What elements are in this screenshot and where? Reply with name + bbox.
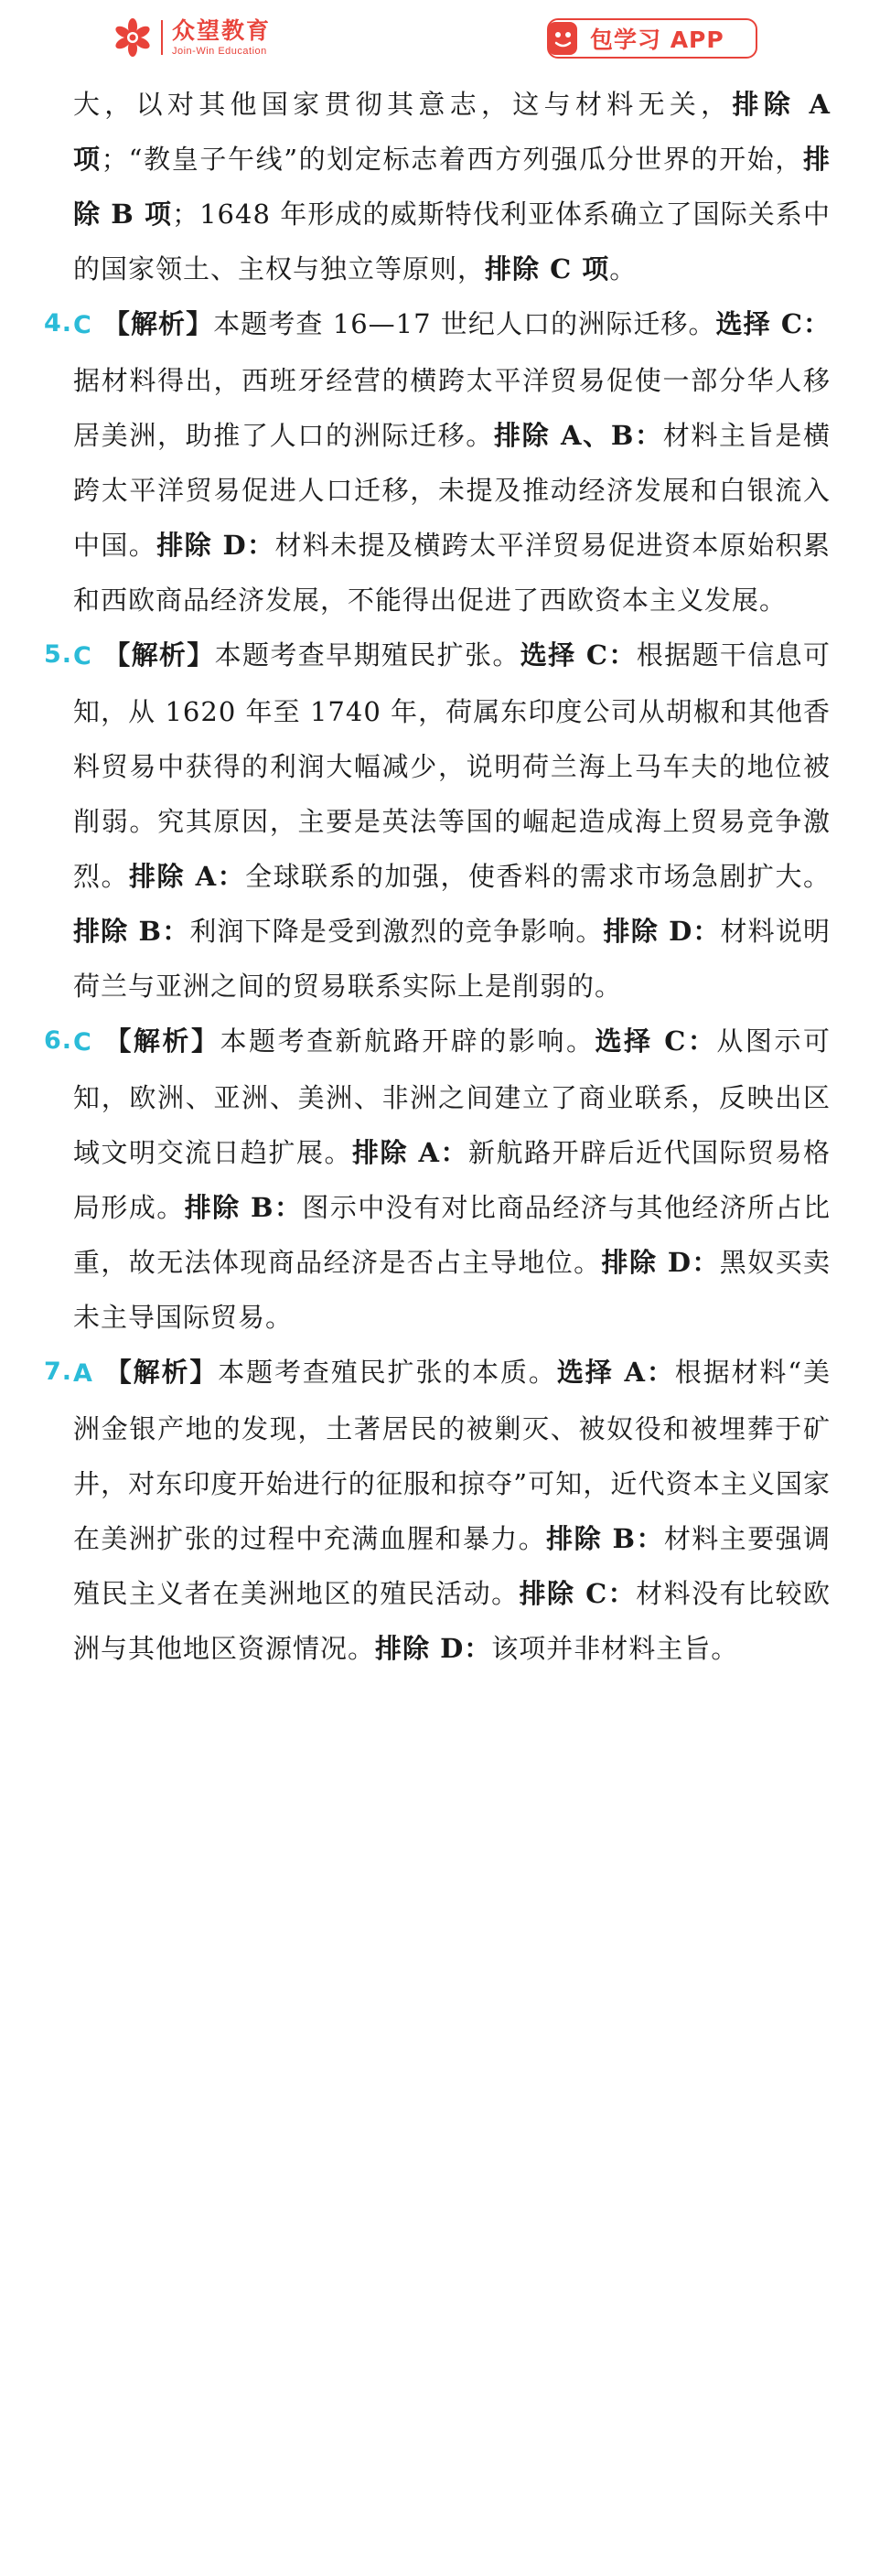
question-number: 6. bbox=[44, 1026, 73, 1055]
explanation-text: 该项并非材料主旨。 bbox=[491, 1633, 739, 1664]
answer-letter: C bbox=[73, 642, 92, 671]
answer-item bbox=[44, 1345, 831, 1676]
option-verdict: 选择 C： bbox=[595, 1025, 717, 1057]
answer-list bbox=[44, 296, 831, 1676]
explanation-text: 材料主旨是横跨太平洋贸易促进人口迁移，未提及推动经济发展和白银流入中国。 bbox=[73, 420, 831, 561]
continuation-paragraph bbox=[44, 77, 831, 296]
explanation-text: 据材料得出，西班牙经营的横跨太平洋贸易促使一部分华人移居美洲，助推了人口的洲际迁移。 bbox=[73, 365, 831, 451]
brand-flower-icon bbox=[112, 16, 154, 59]
answer-letter: C bbox=[73, 1028, 92, 1057]
explanation-text: 根据材料“美洲金银产地的发现，土著居民的被剿灭、被奴役和被埋葬于矿井，对东印度开始进行的征服和掠夺”可知，近代资本主义国家在美洲扩张的过程中充满血腥和暴力。 bbox=[73, 1357, 831, 1554]
option-verdict: 排除 B： bbox=[73, 916, 190, 947]
option-verdict: 排除 D： bbox=[603, 916, 721, 947]
option-verdict: 排除 A、B： bbox=[493, 420, 663, 451]
option-verdict: 排除 C： bbox=[519, 1578, 637, 1609]
option-verdict: 选择 A： bbox=[556, 1357, 675, 1388]
brand-text bbox=[172, 16, 272, 57]
analysis-tag: 【解析】 bbox=[102, 1025, 220, 1057]
answer-item bbox=[44, 1014, 831, 1345]
analysis-tag: 【解析】 bbox=[103, 1357, 219, 1388]
question-number: 5. bbox=[44, 640, 73, 669]
analysis-tag: 【解析】 bbox=[102, 639, 215, 671]
explanation-text: 材料没有比较欧洲与其他地区资源情况。 bbox=[73, 1578, 831, 1664]
brand-name-cn: 众望教育 bbox=[172, 16, 272, 44]
answer-letter: C bbox=[73, 311, 92, 339]
explanation-text: 本题考查殖民扩张的本质。 bbox=[218, 1357, 557, 1388]
explanation-text: ；1648 年形成的威斯特伐利亚体系确立了国际关系中的国家领土、主权与独立等原则， bbox=[73, 199, 831, 284]
explanation-text: 。 bbox=[609, 253, 638, 284]
explanation-text: 图示中没有对比商品经济与其他经济所占比重，故无法体现商品经济是否占主导地位。 bbox=[73, 1192, 831, 1278]
explanation-text: 黑奴买卖未主导国际贸易。 bbox=[73, 1247, 831, 1333]
option-verdict: 排除 A： bbox=[351, 1137, 469, 1168]
brand-logo bbox=[112, 16, 271, 59]
app-mascot-icon bbox=[546, 18, 583, 59]
question-number: 7. bbox=[44, 1358, 73, 1386]
logo-divider bbox=[161, 20, 163, 55]
answer-content bbox=[44, 77, 831, 1676]
explanation-text: 材料未提及横跨太平洋贸易促进资本原始积累和西欧商品经济发展，不能得出促进了西欧资本主义发展。 bbox=[73, 530, 831, 616]
option-verdict: 排除 B： bbox=[546, 1523, 664, 1554]
option-verdict: 排除 B 项 bbox=[73, 144, 831, 230]
explanation-text: 新航路开辟后近代国际贸易格局形成。 bbox=[73, 1137, 831, 1223]
explanation-text: 本题考查新航路开辟的影响。 bbox=[220, 1025, 595, 1057]
explanation-text: 本题考查 16—17 世纪人口的洲际迁移。 bbox=[213, 308, 716, 339]
option-verdict: 排除 D： bbox=[601, 1247, 720, 1278]
explanation-text: ；“教皇子午线”的划定标志着西方列强瓜分世界的开始， bbox=[101, 144, 803, 175]
explanation-text: 本题考查早期殖民扩张。 bbox=[214, 639, 520, 671]
brand-name-en: Join-Win Education bbox=[172, 45, 267, 57]
explanation-text: 从图示可知，欧洲、亚洲、美洲、非洲之间建立了商业联系，反映出区域文明交流日趋扩展。 bbox=[73, 1025, 831, 1168]
option-verdict: 排除 A： bbox=[129, 861, 246, 892]
question-number: 4. bbox=[44, 309, 73, 338]
option-verdict: 排除 A 项 bbox=[73, 89, 831, 175]
option-verdict: 排除 C 项 bbox=[485, 253, 610, 284]
option-verdict: 选择 C： bbox=[520, 639, 637, 671]
option-verdict: 排除 B： bbox=[184, 1192, 303, 1223]
app-badge[interactable] bbox=[547, 18, 757, 59]
option-verdict: 排除 D： bbox=[375, 1633, 492, 1664]
option-verdict: 选择 C： bbox=[715, 308, 831, 339]
explanation-text: 材料主要强调殖民主义者在美洲地区的殖民活动。 bbox=[73, 1523, 831, 1609]
analysis-tag: 【解析】 bbox=[102, 308, 214, 339]
explanation-text: 大，以对其他国家贯彻其意志，这与材料无关， bbox=[73, 89, 733, 120]
explanation-text: 材料说明荷兰与亚洲之间的贸易联系实际上是削弱的。 bbox=[73, 916, 831, 1002]
option-verdict: 排除 D： bbox=[156, 530, 275, 561]
explanation-text: 利润下降是受到激烈的竞争影响。 bbox=[189, 916, 604, 947]
app-label: 包学习 APP bbox=[590, 27, 724, 53]
explanation-text: 全球联系的加强，使香料的需求市场急剧扩大。 bbox=[245, 861, 831, 892]
page-header bbox=[0, 0, 869, 77]
answer-letter: A bbox=[73, 1359, 93, 1388]
answer-item bbox=[44, 628, 831, 1014]
explanation-text: 根据题干信息可知，从 1620 年至 1740 年，荷属东印度公司从胡椒和其他香料贸易中获得的利润大幅减少，说明荷兰海上马车夫的地位被削弱。究其原因，主要是英法等国的崛起造成海上贸易竞争激烈。 bbox=[73, 639, 831, 892]
answer-item bbox=[44, 296, 831, 628]
